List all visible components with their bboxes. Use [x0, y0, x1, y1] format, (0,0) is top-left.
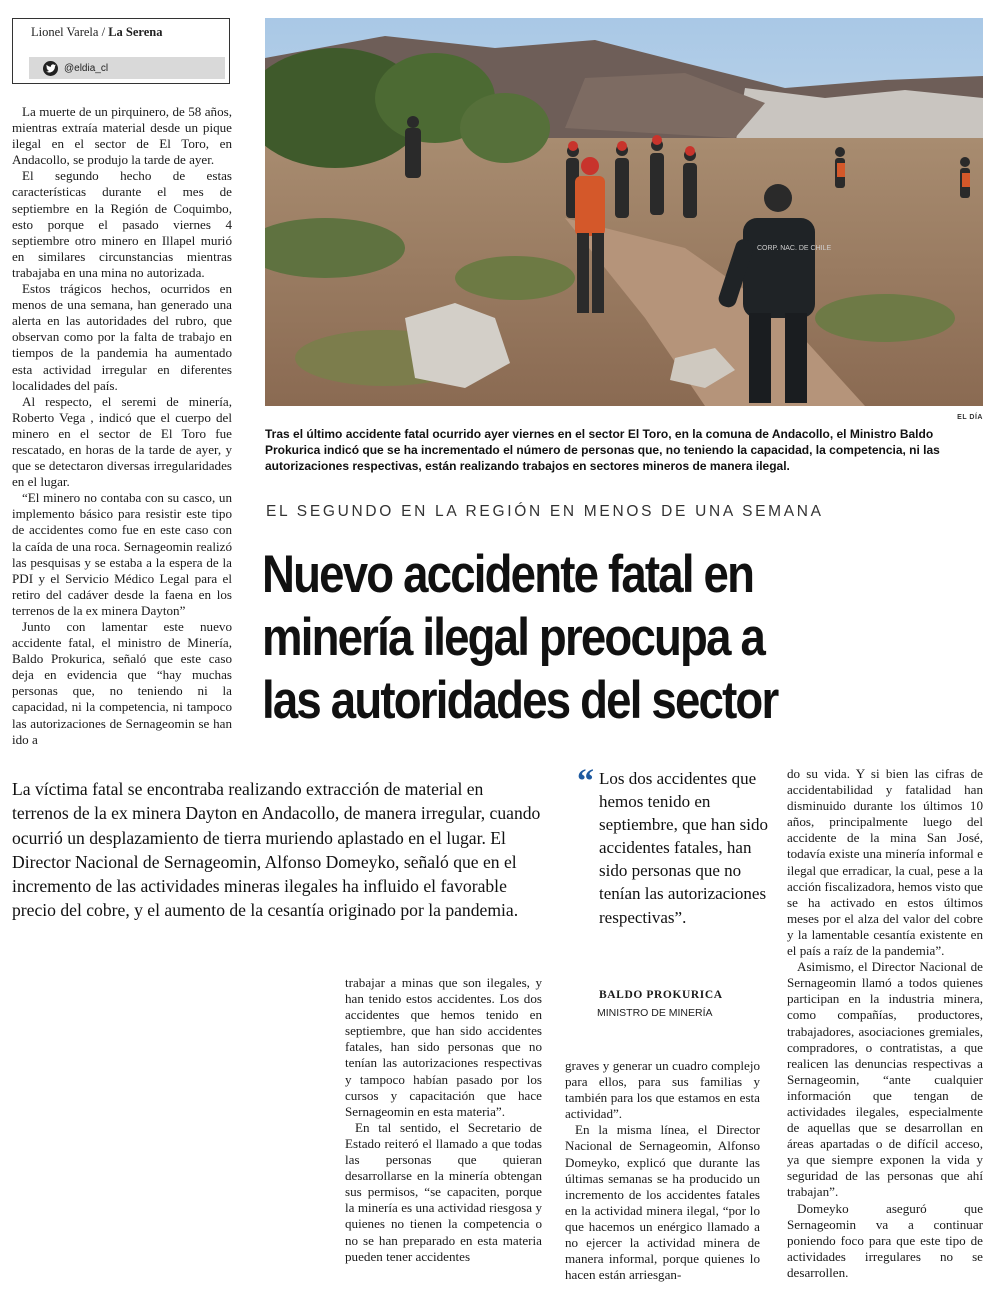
quote-mark-icon: “	[577, 763, 594, 800]
paragraph: trabajar a minas que son ilegales, y han tenido estos accidentes. Los dos accidentes que hemos tenido en septiembre, que han sido accidentes fatales, han sido personas que no tenían las autorizaciones respectivas y tampoco habían pasado por los cursos y capacitación que hace Sernageomin en esta materia”.	[345, 975, 542, 1119]
article-photo	[265, 18, 983, 406]
headline: Nuevo accidente fatal en minería ilegal preocupa a las autoridades del sector	[262, 545, 778, 730]
paragraph: La muerte de un pirquinero, de 58 años, mientras extraía material desde un pique ilegal en el sector de El Toro, en Andacollo, se produjo la tarde de ayer.	[12, 104, 232, 168]
byline	[13, 19, 229, 40]
article-column-2	[345, 975, 542, 1265]
paragraph: do su vida. Y si bien las cifras de accidentabilidad y fatalidad han disminuido durante los últimos 10 años, principalmente luego del accidente de la mina San José, todavía existe una minería informal e ilegal que erradicar, la cual, pese a la acción fiscalizadora, hemos visto que se ha activado en estos últimos meses por el alza del valor del cobre y la lamentable cesantía existente en el país a raíz de la pandemia”.	[787, 766, 983, 959]
vest-text: CORP. NAC. DE CHILE	[757, 245, 832, 252]
byline-separator: /	[101, 25, 106, 39]
article-column-3	[565, 1058, 760, 1283]
paragraph: Asimismo, el Director Nacional de Sernageomin llamó a todos quienes participan en la industria minera, como compañías, productores, trabajadores, asociaciones gremiales, compradores, o contratistas, a que realicen las denuncias respectivas a Sernageomin, “ante cualquier información que tengan de actividades ilegales, especialmente de aquellas que se desarrollan en áreas apartadas o de difícil acceso, ya que siempre exponen la vida y seguridad de las personas que ahí trabajan”.	[787, 959, 983, 1200]
paragraph: El segundo hecho de estas características durante el mes de septiembre en la Región de Coquimbo, esto porque el pasado viernes 4 septiembre otro minero en Illapel murió en similares circunstancias mientras trabajaba en una mina no autorizada.	[12, 168, 232, 280]
paragraph: Domeyko aseguró que Sernageomin va a continuar poniendo foco para que este tipo de actividades irregulares no se desarrollen.	[787, 1200, 983, 1280]
paragraph: “El minero no contaba con su casco, un implemento básico para resistir este tipo de accidentes como fue en este caso con la caída de una roca. Sernageomin realizó las pesquisas y se estaba a la espera de la PDI y el Servicio Médico Legal para el retiro del cadáver desde la faena en los terrenos de la ex minera Dayton”	[12, 490, 232, 618]
social-bar	[29, 57, 225, 79]
article-column-1	[12, 104, 232, 748]
lead-paragraph: La víctima fatal se encontraba realizando extracción de material en terrenos de la ex minera Dayton en Andacollo, de manera irregular, cuando ocurrió un desplazamiento de tierra muriendo aplastado en el lugar. El Director Nacional de Sernageomin, Alfonso Domeyko, señaló que en el incremento de las actividades mineras ilegales ha influido el favorable precio del cobre, y el aumento de la cesantía originado por la pandemia.	[12, 779, 541, 921]
quote-author: BALDO PROKURICA	[599, 989, 723, 1001]
byline-box	[12, 18, 230, 84]
twitter-icon	[43, 61, 58, 76]
twitter-handle[interactable]: @eldia_cl	[64, 62, 109, 74]
article-column-4	[787, 766, 983, 1281]
paragraph: Junto con lamentar este nuevo accidente fatal, el ministro de Minería, Baldo Prokurica, señaló que este caso deja en evidencia que “hay muchas personas que, no teniendo ni la capacidad, ni la competencia, ni tampoco las autorizaciones de Sernageomin se han ido a	[12, 619, 232, 747]
paragraph: Estos trágicos hechos, ocurridos en menos de una semana, han generado una alerta en las autoridades del rubro, que observan como por la falta de trabajo en tiempos de la pandemia ha aumentado esta actividad irregular en diferentes localidades del país.	[12, 281, 232, 393]
paragraph: Al respecto, el seremi de minería, Roberto Vega , indicó que el cuerpo del minero en el sector de El Toro fue rescatado, en horas de la tarde de ayer, y que se detectaron diversas irregularidades en el lugar.	[12, 393, 232, 490]
photo-credit: EL DÍA	[957, 414, 983, 421]
byline-city: La Serena	[108, 25, 163, 39]
mining-site-photo	[265, 18, 983, 406]
kicker: EL SEGUNDO EN LA REGIÓN EN MENOS DE UNA SEMANA	[266, 503, 824, 520]
quote-role: MINISTRO DE MINERÍA	[597, 1007, 713, 1019]
author-name: Lionel Varela	[31, 25, 99, 39]
paragraph: graves y generar un cuadro complejo para ellos, para sus familias y también para los que estamos en esta actividad”.	[565, 1058, 760, 1122]
photo-caption: Tras el último accidente fatal ocurrido ayer viernes en el sector El Toro, en la comuna de Andacollo, el Ministro Baldo Prokurica indicó que se ha incrementado el número de personas que, no teniendo la capacidad, la competencia, ni las autorizaciones respectivas, están realizando trabajos en sectores mineros de manera ilegal.	[265, 427, 940, 473]
paragraph: En la misma línea, el Director Nacional de Sernageomin, Alfonso Domeyko, explicó que durante las últimas semanas se ha producido un incremento de los accidentes fatales en la actividad minera ilegal, “por lo que hacemos un enérgico llamado a no ejercer la actividad minera de manera informal, porque quienes lo hacen están arriesgan-	[565, 1122, 760, 1283]
quote-text: Los dos accidentes que hemos tenido en septiembre, que han sido accidentes fatales, han sido personas que no tenían las autorizaciones respectivas”.	[599, 769, 769, 927]
paragraph: En tal sentido, el Secretario de Estado reiteró el llamado a que todas las personas que quieran desarrollarse en la minería obtengan sus permisos, “se capaciten, porque la minería es una actividad riesgosa y quienes no tienen la competencia o no se han preparado en esta materia pueden tener accidentes	[345, 1119, 542, 1264]
